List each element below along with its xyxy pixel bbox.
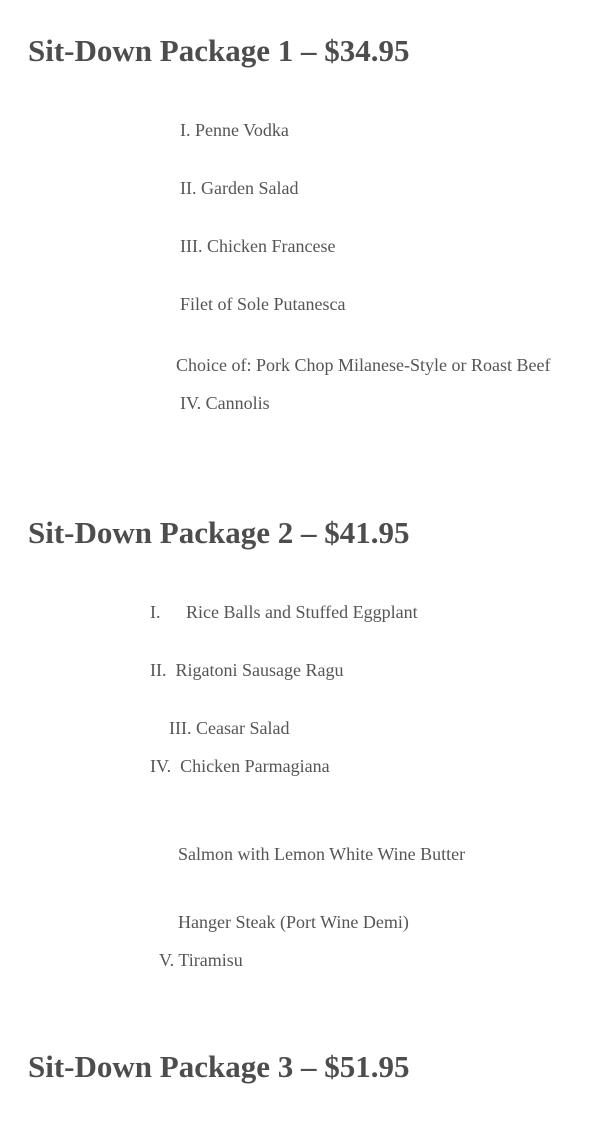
package-2-heading: Sit-Down Package 2 – $41.95 (28, 515, 410, 550)
menu-item: II. Garden Salad (180, 178, 299, 198)
menu-item (150, 600, 161, 624)
menu-item: III. Chicken Francese (180, 236, 336, 256)
package-3-heading: Sit-Down Package 3 – $51.95 (28, 1049, 410, 1084)
menu-item: IV. Cannolis (180, 393, 270, 413)
menu-item: Filet of Sole Putanesca (180, 294, 346, 314)
menu-item-number: I. (150, 602, 161, 622)
package-1-heading: Sit-Down Package 1 – $34.95 (28, 33, 410, 68)
menu-item: IV. Chicken Parmagiana (150, 756, 330, 776)
menu-item: V. Tiramisu (159, 950, 243, 970)
menu-item: Choice of: Pork Chop Milanese-Style or Roast Beef (176, 355, 551, 375)
menu-item: II. Rigatoni Sausage Ragu (150, 660, 344, 680)
menu-item: Hanger Steak (Port Wine Demi) (178, 912, 409, 932)
menu-item: I. Penne Vodka (180, 120, 289, 140)
menu-item: Salmon with Lemon White Wine Butter (178, 844, 466, 864)
menu-item: Rice Balls and Stuffed Eggplant (186, 602, 418, 622)
menu-item: III. Ceasar Salad (169, 718, 290, 738)
